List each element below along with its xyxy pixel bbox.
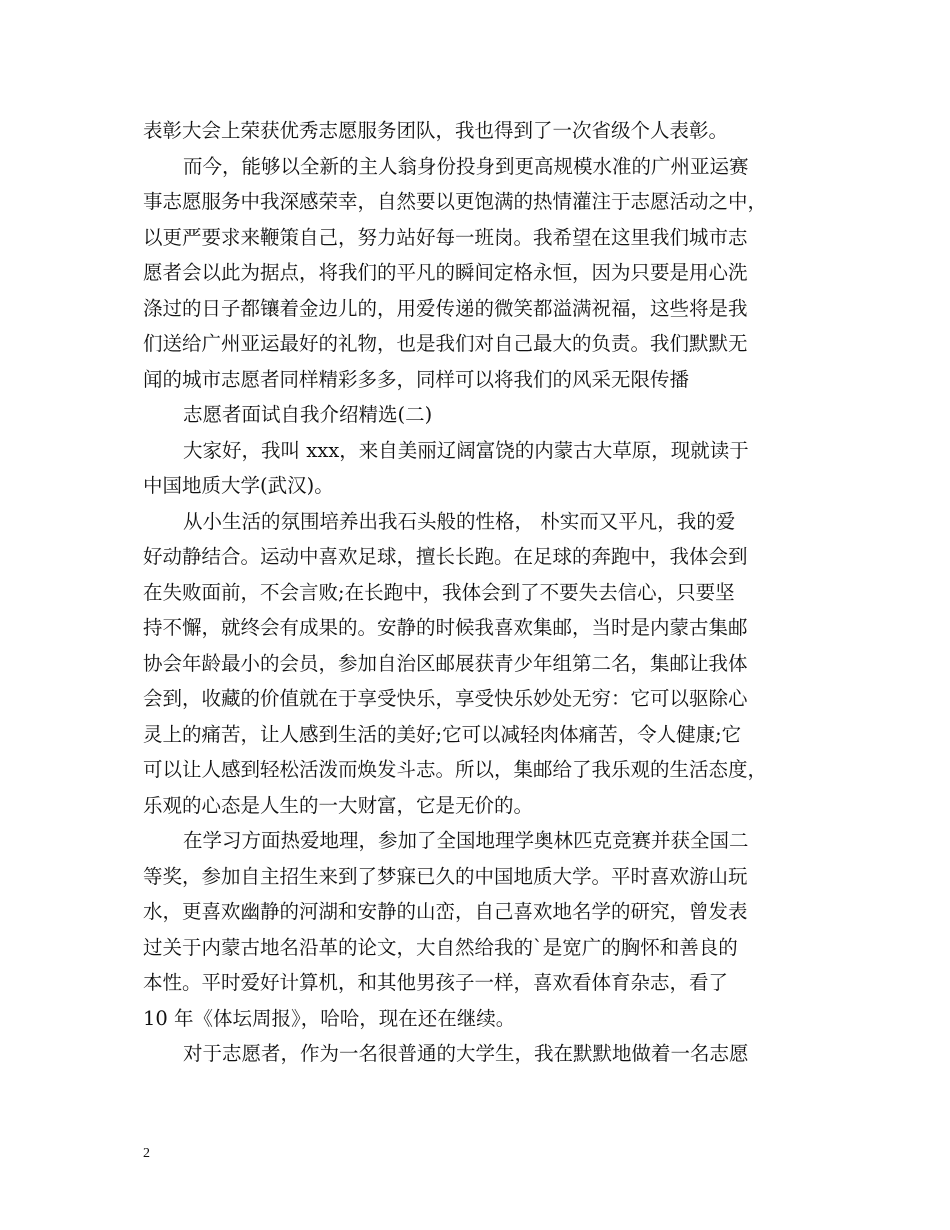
text-line: 好动静结合。运动中喜欢足球，擅长长跑。在足球的奔跑中，我体会到 [143, 545, 748, 568]
text-line: 们送给广州亚运最好的礼物，也是我们对自己最大的负责。我们默默无 [143, 332, 748, 355]
text-line: 在学习方面热爱地理，参加了全国地理学奥林匹克竞赛并获全国二 [183, 829, 749, 852]
text-line: 闻的城市志愿者同样精彩多多，同样可以将我们的风采无限传播 [143, 367, 690, 391]
text-line: 在失败面前，不会言败;在长跑中，我体会到了不要失去信心，只要坚 [143, 580, 735, 604]
text-line: 表彰大会上荣获优秀志愿服务团队，我也得到了一次省级个人表彰。 [143, 119, 729, 142]
body-text [143, 113, 808, 1072]
text-line: 大家好，我叫 xxx，来自美丽辽阔富饶的内蒙古大草原，现就读于 [183, 438, 749, 462]
text-line: 持不懈，就终会有成果的。安静的时候我喜欢集邮，当时是内蒙古集邮 [143, 616, 748, 639]
text-line: 对于志愿者，作为一名很普通的大学生，我在默默地做着一名志愿 [183, 1042, 749, 1065]
text-line: 中国地质大学(武汉)。 [143, 474, 334, 497]
text-line: 本性。平时爱好计算机，和其他男孩子一样，喜欢看体育杂志，看了 [143, 971, 729, 994]
text-line: 从小生活的氛围培养出我石头般的性格， 朴实而又平凡，我的爱 [183, 509, 736, 533]
text-line: 可以让人感到轻松活泼而焕发斗志。所以，集邮给了我乐观的生活态度， [143, 758, 768, 781]
text-line: 涤过的日子都镶着金边儿的，用爱传递的微笑都溢满祝福，这些将是我 [143, 296, 748, 320]
section-heading: 志愿者面试自我介绍精选(二) [183, 403, 433, 426]
text-line: 水，更喜欢幽静的河湖和安静的山峦，自己喜欢地名学的研究，曾发表 [143, 900, 748, 923]
text-line: 协会年龄最小的会员，参加自治区邮展获青少年组第二名，集邮让我体 [143, 651, 748, 675]
text-line: 10 年《体坛周报》，哈哈，现在还在继续。 [143, 1006, 516, 1030]
page-number: 2 [143, 1146, 150, 1161]
text-line: 而今，能够以全新的主人翁身份投身到更高规模水准的广州亚运赛 [183, 154, 749, 178]
text-line: 等奖，参加自主招生来到了梦寐已久的中国地质大学。平时喜欢游山玩 [143, 864, 748, 888]
text-line: 会到，收藏的价值就在于享受快乐，享受快乐妙处无穷：它可以驱除心 [143, 687, 748, 710]
text-line: 灵上的痛苦，让人感到生活的美好;它可以减轻肉体痛苦，令人健康;它 [143, 722, 742, 746]
text-line: 过关于内蒙古地名沿革的论文，大自然给我的`是宽广的胸怀和善良的 [143, 935, 738, 959]
text-line: 以更严要求来鞭策自己，努力站好每一班岗。我希望在这里我们城市志 [143, 225, 748, 249]
text-line: 乐观的心态是人生的一大财富，它是无价的。 [143, 793, 534, 817]
text-line: 愿者会以此为据点，将我们的平凡的瞬间定格永恒，因为只要是用心洗 [143, 261, 748, 284]
text-line: 事志愿服务中我深感荣幸，自然要以更饱满的热情灌注于志愿活动之中， [143, 190, 768, 213]
